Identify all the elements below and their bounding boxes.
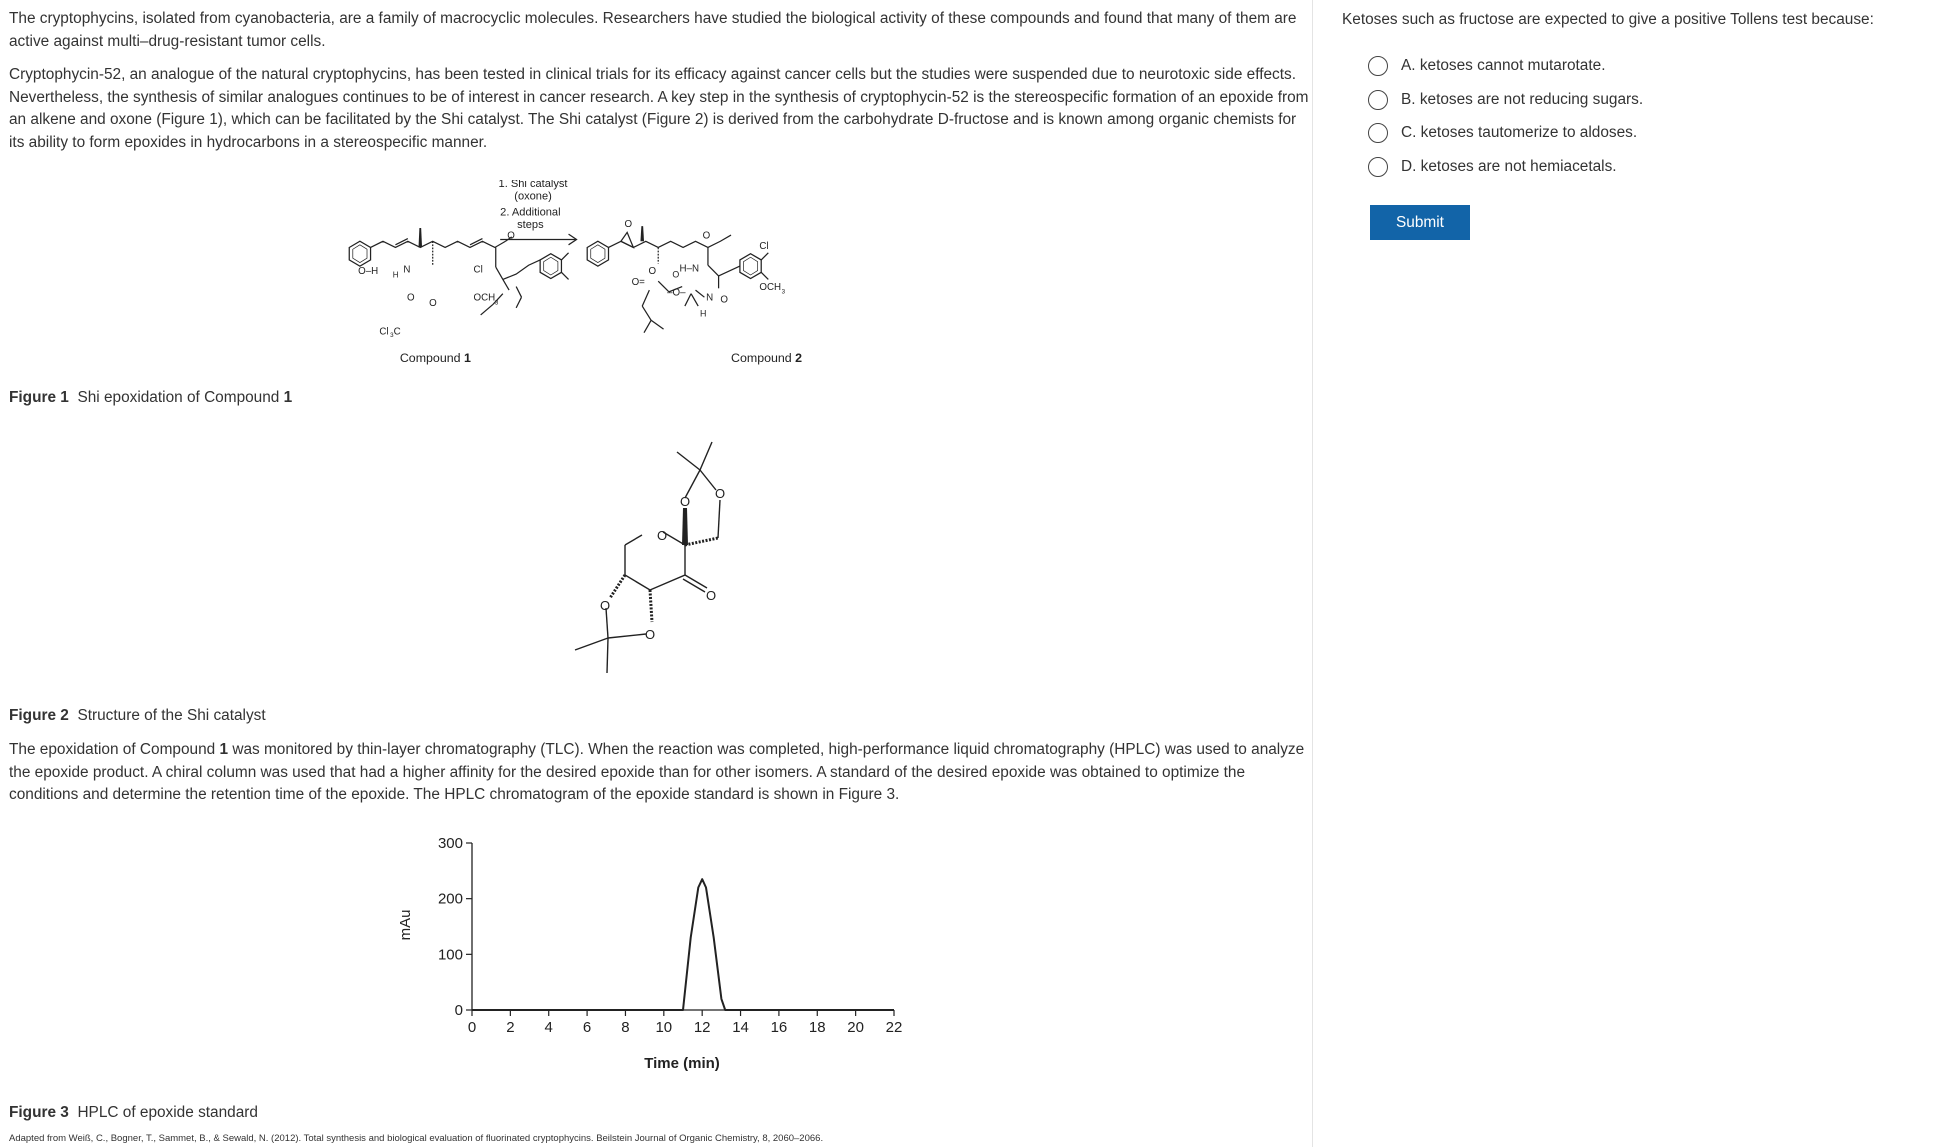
option-d-label: D. ketoses are not hemiacetals.	[1401, 158, 1617, 175]
y-axis-label: mAu	[397, 909, 414, 941]
y-tick-label: 300	[437, 835, 463, 852]
c1-cl3c: Cl	[379, 326, 389, 338]
passage-paragraph-2: Cryptophycin-52, an analogue of the natural cryptophycins, has been tested in clinical trials for its efficacy against cancer cells but the studies were suspended due to neurotoxic side effects. Nevertheless, the synthesis of similar analogues continues to be of interest in cancer research. A key step in the synthesis of cryptophycin-52 is the stereospecific formation of an epoxide from an alkene and oxone (Figure 1), which can be facilitated by the Shi catalyst. The Shi catalyst (Figure 2) is derived from the carbohydrate D-fructose and is known among organic chemists for its ability to form epoxides in hydrocarbons in a stereospecific manner.	[9, 66, 1309, 151]
radio-button-d[interactable]	[1368, 157, 1388, 177]
catalyst-acetonide-o2: O	[645, 627, 656, 642]
c1-ester-o2: O	[429, 298, 437, 310]
c2-epoxide-o: O	[624, 219, 633, 231]
chromatogram-trace	[472, 879, 894, 1010]
x-axis-label: Time (min)	[644, 1055, 720, 1072]
x-tick-label: 0	[467, 1019, 477, 1036]
catalyst-spiro-o2: O	[715, 486, 726, 501]
c1-ester-o: O	[406, 292, 415, 304]
figure-2-caption: Figure 2 Structure of the Shi catalyst	[9, 707, 266, 724]
y-tick-label: 0	[454, 1002, 463, 1019]
x-tick-label: 18	[808, 1019, 826, 1036]
option-c-label: C. ketoses tautomerize to aldoses.	[1401, 124, 1638, 141]
c2-hn: H–N	[679, 263, 700, 275]
radio-button-b[interactable]	[1368, 90, 1388, 110]
figure-3-hplc-chart	[380, 825, 920, 1075]
c2-ring-o: O	[648, 266, 657, 278]
arrow-condition-1: 1. Shi catalyst	[498, 180, 568, 191]
c2-lactone-o: O	[672, 269, 680, 280]
figure-2-shi-catalyst	[560, 440, 740, 680]
question-prompt: Ketoses such as fructose are expected to give a positive Tollens test because:	[1342, 11, 1874, 28]
shi-catalyst-svg	[560, 440, 740, 680]
c1-cl3c-c: C	[393, 326, 401, 338]
hplc-chart-svg	[380, 825, 920, 1075]
c1-carbonyl-o: O	[507, 230, 515, 242]
option-b-label: B. ketoses are not reducing sugars.	[1401, 91, 1644, 108]
c2-ester-o-eq: O=	[631, 276, 645, 288]
catalyst-spiro-o1: O	[680, 494, 691, 509]
submit-button[interactable]: Submit	[1370, 205, 1470, 240]
c1-hydroxyl: O–H	[358, 266, 379, 278]
c2-och3-sub: 3	[781, 288, 786, 296]
figure-1-caption: Figure 1 Shi epoxidation of Compound 1	[9, 389, 293, 406]
answer-option-a[interactable]	[1368, 54, 1605, 78]
c1-nh-n: N	[403, 264, 411, 276]
c2-amide-h: H	[699, 308, 707, 319]
c1-nh-h: H	[392, 270, 399, 280]
compound2-chain	[609, 235, 732, 247]
c2-ester-o-link: –O–	[667, 287, 686, 299]
answer-option-b[interactable]	[1368, 88, 1643, 112]
compound-1-label: Compound 1	[399, 351, 471, 366]
x-tick-label: 10	[655, 1019, 673, 1036]
compound1-chain	[371, 241, 506, 247]
answer-option-c[interactable]	[1368, 121, 1637, 145]
c2-cl: Cl	[759, 241, 769, 253]
reaction-scheme-svg	[300, 180, 1020, 370]
x-tick-label: 4	[544, 1019, 553, 1036]
c2-amide-n: N	[706, 292, 714, 304]
arrow-condition-3: 2. Additional	[500, 206, 561, 219]
option-a-label: A. ketoses cannot mutarotate.	[1401, 57, 1606, 74]
figure-3-caption: Figure 3 HPLC of epoxide standard	[9, 1104, 258, 1121]
x-tick-label: 8	[621, 1019, 630, 1036]
answer-option-d[interactable]	[1368, 155, 1617, 179]
x-tick-label: 6	[582, 1019, 592, 1036]
radio-button-c[interactable]	[1368, 123, 1388, 143]
x-tick-label: 2	[506, 1019, 515, 1036]
arrow-condition-4: steps	[517, 218, 544, 231]
x-tick-label: 22	[885, 1019, 903, 1036]
compound-2-label: Compound 2	[731, 351, 803, 366]
c1-cl3c-sub: 3	[390, 332, 394, 340]
citation: Adapted from Weiß, C., Bogner, T., Sammet, B., & Sewald, N. (2012). Total synthesis and biological evaluation of fluorinated cryptophycins. Beilstein Journal of Organic Chemistry, 8, 2060–2066.	[9, 1133, 824, 1144]
x-tick-label: 16	[770, 1019, 788, 1036]
c2-och3: OCH	[759, 282, 782, 294]
c2-amide-o: O	[720, 294, 728, 306]
passage-paragraph-1: The cryptophycins, isolated from cyanobacteria, are a family of macrocyclic molecules. Researchers have studied the biological activity of these compounds and found that many of them are active against multi–drug-resistant tumor cells.	[9, 10, 1297, 50]
catalyst-ketone-o: O	[706, 588, 717, 603]
c1-och3-sub: 3	[494, 299, 499, 307]
y-tick-label: 100	[437, 946, 463, 964]
x-tick-label: 14	[732, 1019, 749, 1036]
c1-och3: OCH	[473, 292, 496, 304]
figure-1-reaction-scheme	[300, 180, 1020, 370]
x-tick-label: 12	[693, 1019, 711, 1036]
arrow-condition-2: (oxone)	[514, 190, 552, 203]
catalyst-ring-o: O	[657, 528, 668, 543]
passage-paragraph-3: The epoxidation of Compound 1 was monitored by thin-layer chromatography (TLC). When the reaction was completed, high-performance liquid chromatography (HPLC) was used to analyze the epoxide product. A chiral column was used that had a higher affinity for the desired epoxide than for other isomers. A standard of the desired epoxide was obtained to optimize the conditions and determine the retention time of the epoxide. The HPLC chromatogram of the epoxide standard is shown in Figure 3.	[9, 741, 1305, 804]
radio-button-a[interactable]	[1368, 56, 1388, 76]
x-tick-label: 20	[847, 1019, 864, 1036]
question-pane	[1314, 0, 1942, 1147]
y-tick-label: 200	[437, 890, 463, 908]
catalyst-acetonide-o1: O	[600, 598, 611, 613]
c1-cl: Cl	[473, 264, 483, 276]
c2-carbonyl-o: O	[702, 230, 711, 242]
